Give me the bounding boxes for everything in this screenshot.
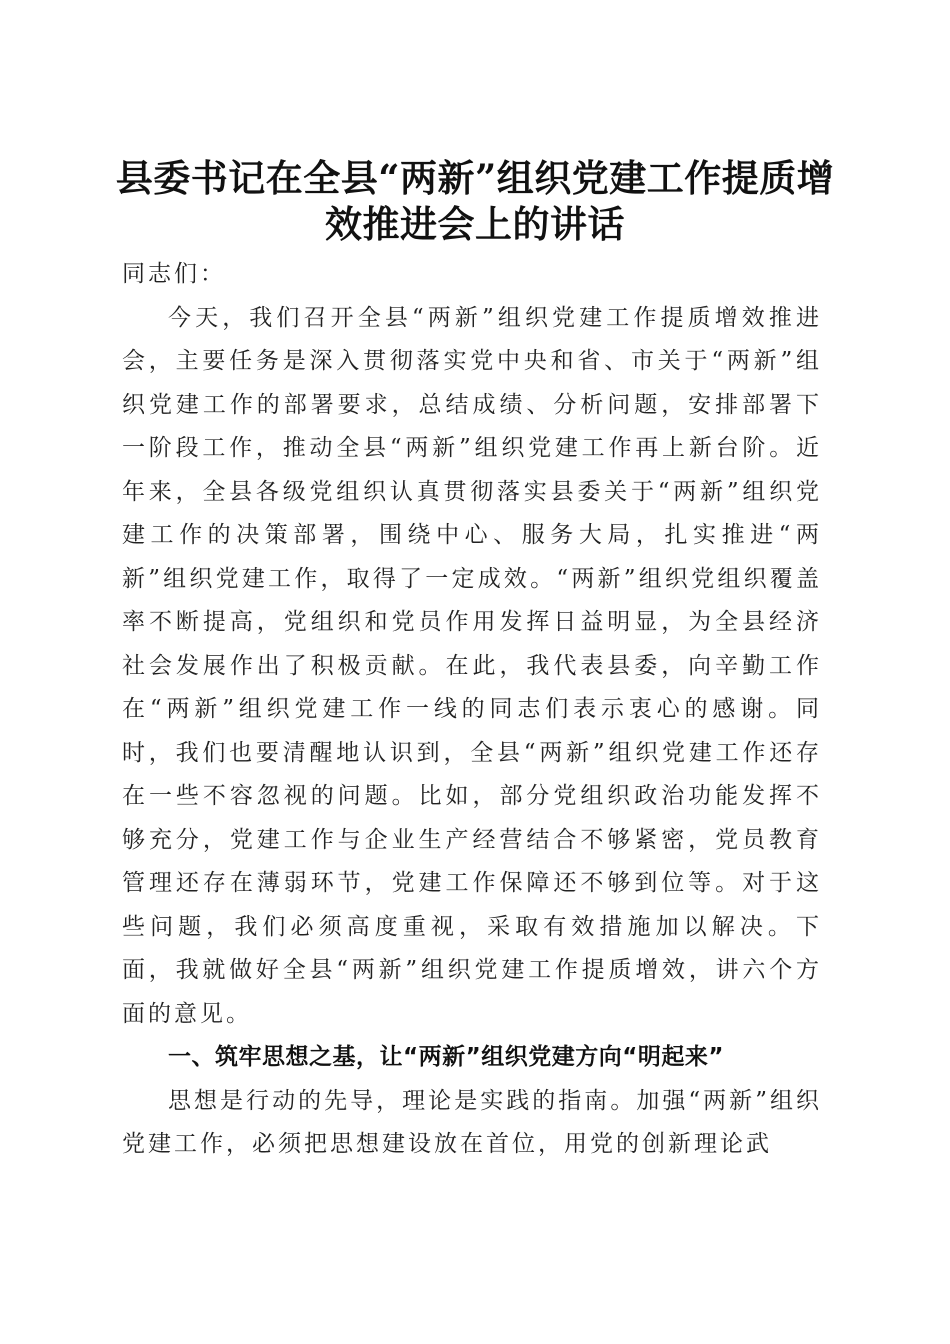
intro-paragraph: 今天，我们召开全县“两新”组织党建工作提质增效推进会，主要任务是深入贯彻落实党中央和省、市关于“两新”组织党建工作的部署要求，总结成绩、分析问题，安排部署下一阶段工作，推动全县“两新”组织党建工作再上新台阶。近年来，全县各级党组织认真贯彻落实县委关于“两新”组织党建工作的决策部署，围绕中心、服务大局，扎实推进“两新”组织党建工作，取得了一定成效。“两新”组织党组织覆盖率不断提高，党组织和党员作用发挥日益明显，为全县经济社会发展作出了积极贡献。在此，我代表县委，向辛勤工作在“两新”组织党建工作一线的同志们表示衷心的感谢。同时，我们也要清醒地认识到，全县“两新”组织党建工作还存在一些不容忽视的问题。比如，部分党组织政治功能发挥不够充分，党建工作与企业生产经营结合不够紧密，党员教育管理还存在薄弱环节，党建工作保障还不够到位等。对于这些问题，我们必须高度重视，采取有效措施加以解决。下面，我就做好全县“两新”组织党建工作提质增效，讲六个方面的意见。 xyxy=(122,304,822,1027)
document-title: 县委书记在全县“两新”组织党建工作提质增效推进会上的讲话 xyxy=(115,155,835,246)
section-heading-1: 一、筑牢思想之基，让“两新”组织党建方向“明起来” xyxy=(168,1044,724,1070)
section-paragraph-1: 思想是行动的先导，理论是实践的指南。加强“两新”组织党建工作，必须把思想建设放在首位，用党的创新理论武 xyxy=(122,1087,822,1157)
document-body xyxy=(122,253,822,1167)
salutation: 同志们： xyxy=(122,261,226,287)
